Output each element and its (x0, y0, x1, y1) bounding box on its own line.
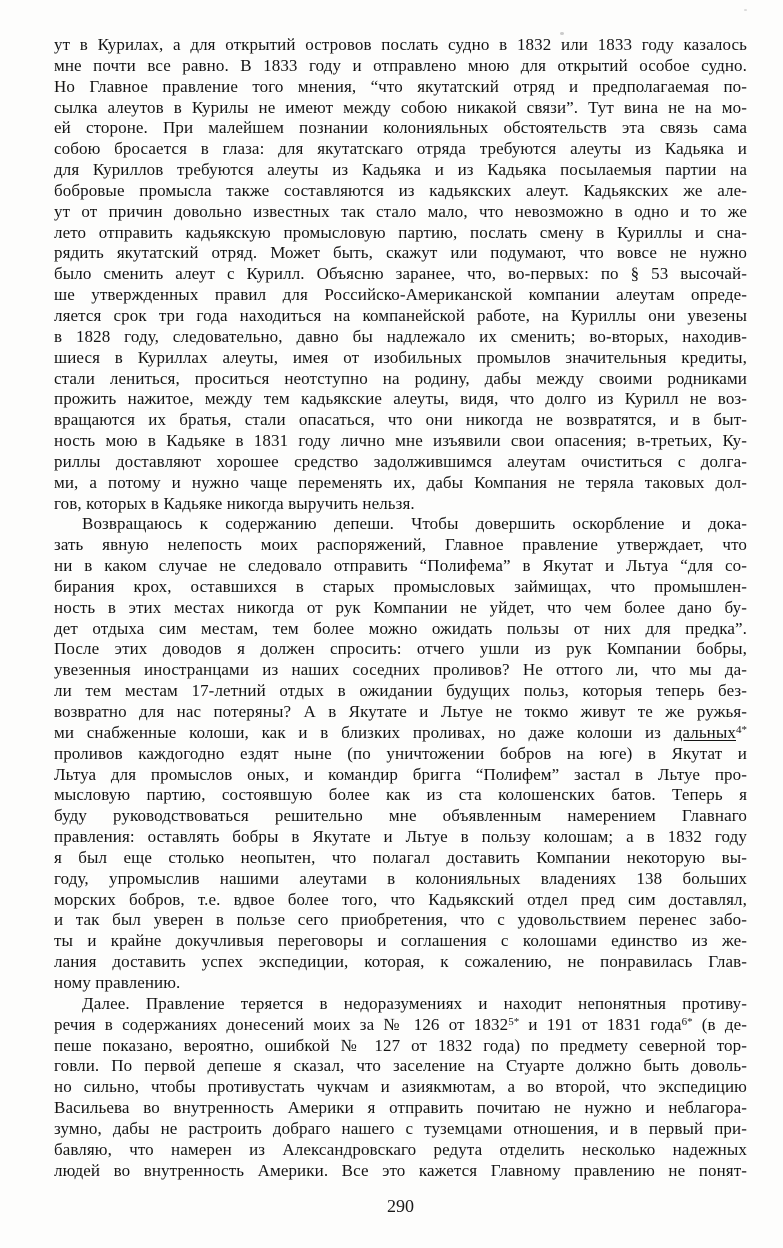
text-line: я был еще столько неопытен, что полагал доставить Компании некоторую вы- (54, 847, 747, 867)
paragraph (54, 35, 747, 514)
text-line: Льтуа для промыслов оных, и командир бригга “Полифем” застал в Льтуе про- (54, 764, 747, 784)
text-line: проливов каждогодно ездят ныне (по уничтожении бобров на юге) в Якутат и (54, 743, 747, 763)
text-line: в 1828 году, следовательно, давно бы надлежало их сменить; во-вторых, находив- (54, 326, 747, 346)
text-line: ут в Курилах, а для открытий островов послать судно в 1832 или 1833 году казалось (54, 35, 747, 54)
footnote-marker: 5* (508, 1015, 520, 1028)
page-number: 290 (387, 1196, 414, 1216)
text-line: После этих доводов я должен спросить: отчего ушли из рук Компании бобры, (54, 639, 747, 659)
text-line: лето отправить кадьякскую промысловую партию, послать смену в Куриллы и сна- (54, 222, 747, 242)
text-line: ность мою в Кадьяке в 1831 году лично мне изъявили свои опасения; в-третьих, Ку- (54, 431, 747, 451)
text-line: ни в каком случае не следовало отправить “Полифема” в Якутат и Льтуа “для со- (54, 556, 747, 576)
text-line: Возвращаюсь к содержанию депеши. Чтобы довершить оскорбление и дока- (82, 514, 747, 534)
text-line: ут от причин довольно известных так стало мало, что невозможно в одно и то же (54, 201, 747, 221)
text-line: зать явную нелепость моих распоряжений, Главное правление утверждает, что (54, 535, 747, 555)
text-line: ность в этих местах никогда от рук Компании не уйдет, что чем более дано бу- (54, 597, 747, 617)
text-line: стали лениться, проситься неотступно на родину, дабы между своими родниками (54, 368, 747, 388)
text-line: буду руководствоваться решительно мне объявленным намерением Главнаго (54, 806, 747, 826)
text-line: было сменить алеут с Курилл. Объясню заранее, что, во-первых: по § 53 высочай- (54, 264, 747, 284)
text-line: речия в содержаниях донесений моих за № 126 от $1832^{5*}$ и 191 от 1831 года$^{6*}$ (в де- (54, 1014, 747, 1034)
text-line: но сильно, чтобы противустать чукчам и азиякмютам, а во второй, что экспедицию (54, 1077, 747, 1097)
text-line: мысловую партию, состоявшую более как из ста колошенских батов. Теперь я (54, 785, 747, 805)
text-line: прожить нажитое, между тем кадьякские алеуты, видя, что долго из Курилл не воз- (54, 389, 747, 409)
text-line: ному правлению. (54, 972, 181, 992)
text-line: ми, а потому и нужно чаще переменять их, дабы Компания не теряла таковых дол- (54, 472, 747, 492)
text-line: ли тем местам 17-летний отдых в ожидании будущих польз, которыя теперь без- (54, 681, 747, 701)
text-line: сылка алеутов в Курилы не имеют между собою никакой связи”. Тут вина не на мо- (54, 97, 747, 117)
text-line: собою бросается в глаза: для якутатскаго отряда требуются алеуты из Кадьяка и (54, 139, 747, 159)
paragraph (54, 514, 747, 993)
text-line: правления: оставлять бобры в Якутате и Льтуе в пользу колошам; а в 1832 году (54, 827, 747, 847)
text-line: и так был уверен в пользе сего приобретения, что с удовольствием перенес забо- (54, 910, 747, 930)
text-line: ей стороне. При малейшем познании колонияльных обстоятельств эта связь сама (54, 118, 747, 138)
footnote-marker: 6* (681, 1015, 693, 1028)
text-column (54, 35, 747, 1181)
text-line: зумно, дабы не растроить добраго нашего с туземцами отношения, и в первый при- (54, 1118, 747, 1138)
text-line: говли. По первой депеше я сказал, что заселение на Стуарте должно быть доволь- (54, 1056, 747, 1076)
paragraph (54, 994, 747, 1182)
text-line: увезенныя иностранцами из наших соседних проливов? Не оттого ли, что мы да- (54, 660, 747, 680)
text-line: пеше показано, вероятно, ошибкой № 127 от 1832 года) по предмету северной тор- (54, 1035, 747, 1055)
text-line: людей во внутренность Америки. Все это кажется Главному правлению не понят- (54, 1160, 747, 1180)
text-line: ты и крайне докучливыя переговоры и соглашения с колошами единство из же- (54, 931, 747, 951)
text-line: мне почти все равно. В 1833 году и отправлено мною для открытий особое судно. (54, 55, 747, 75)
text-line: дет отдыха сим местам, тем более можно ожидать пользы от них для предка”. (54, 618, 747, 638)
footnote-marker: 4* (736, 723, 747, 736)
text-line: ше утвержденных правил для Российско-Американской компании алеутам опреде- (54, 285, 747, 305)
text-line: морских бобров, т.е. вдвое более того, что Кадьякский отдел пред сим доставлял, (54, 889, 747, 909)
scan-speck (744, 9, 747, 11)
text-line: риллы доставляют хорошее средство задолжившимся алеутам очиститься с долга- (54, 451, 747, 471)
text-line: шиеся в Куриллах алеуты, имея от изобильных промылов значительныя кредиты, (54, 347, 747, 367)
text-line: Далее. Правление теряется в недоразумениях и находит непонятныя противу- (82, 993, 747, 1013)
text-line: ми снабженные колоши, как и в близких проливах, но даже колоши из дальных$^{4*}$ (54, 722, 747, 742)
text-line: ляется срок три года находиться на компанейской работе, на Куриллы они увезены (54, 305, 747, 325)
text-line: Но Главное правление того мнения, “что якутатский отряд и предполагаемая по- (54, 76, 747, 96)
text-line: рядить якутатский отряд. Может быть, скажут или подумают, что вовсе не нужно (54, 243, 747, 263)
text-line: возвратно для нас потеряны? А в Якутате и Льтуе не токмо живут те же ружья- (54, 702, 747, 721)
text-line: для Куриллов требуются алеуты из Кадьяка и из Кадьяка посылаемыя партии на (54, 160, 747, 180)
text-line: году, упромыслив нашими алеутами в колонияльных владениях 138 больших (54, 868, 747, 888)
text-line: бобровые промысла также составляются из кадьякских алеут. Кадьякских же але- (54, 180, 747, 200)
text-line: бавляю, что намерен из Александровскаго редута отделить несколько надежных (54, 1139, 747, 1159)
text-line: лания доставить успех экспедиции, которая, к сожалению, не понравилась Глав- (54, 952, 747, 972)
text-line: бирания крох, оставшихся в старых промысловых займищах, что промышлен- (54, 576, 747, 596)
text-line: Васильева во внутренность Америки я отправить почитаю не нужно и неблагора- (54, 1098, 747, 1118)
text-line: вращаются их братья, стали опасаться, что они никогда не возвратятся, и в быт- (54, 410, 747, 430)
text-line: гов, которых в Кадьяке никогда выручить нельзя. (54, 493, 415, 513)
